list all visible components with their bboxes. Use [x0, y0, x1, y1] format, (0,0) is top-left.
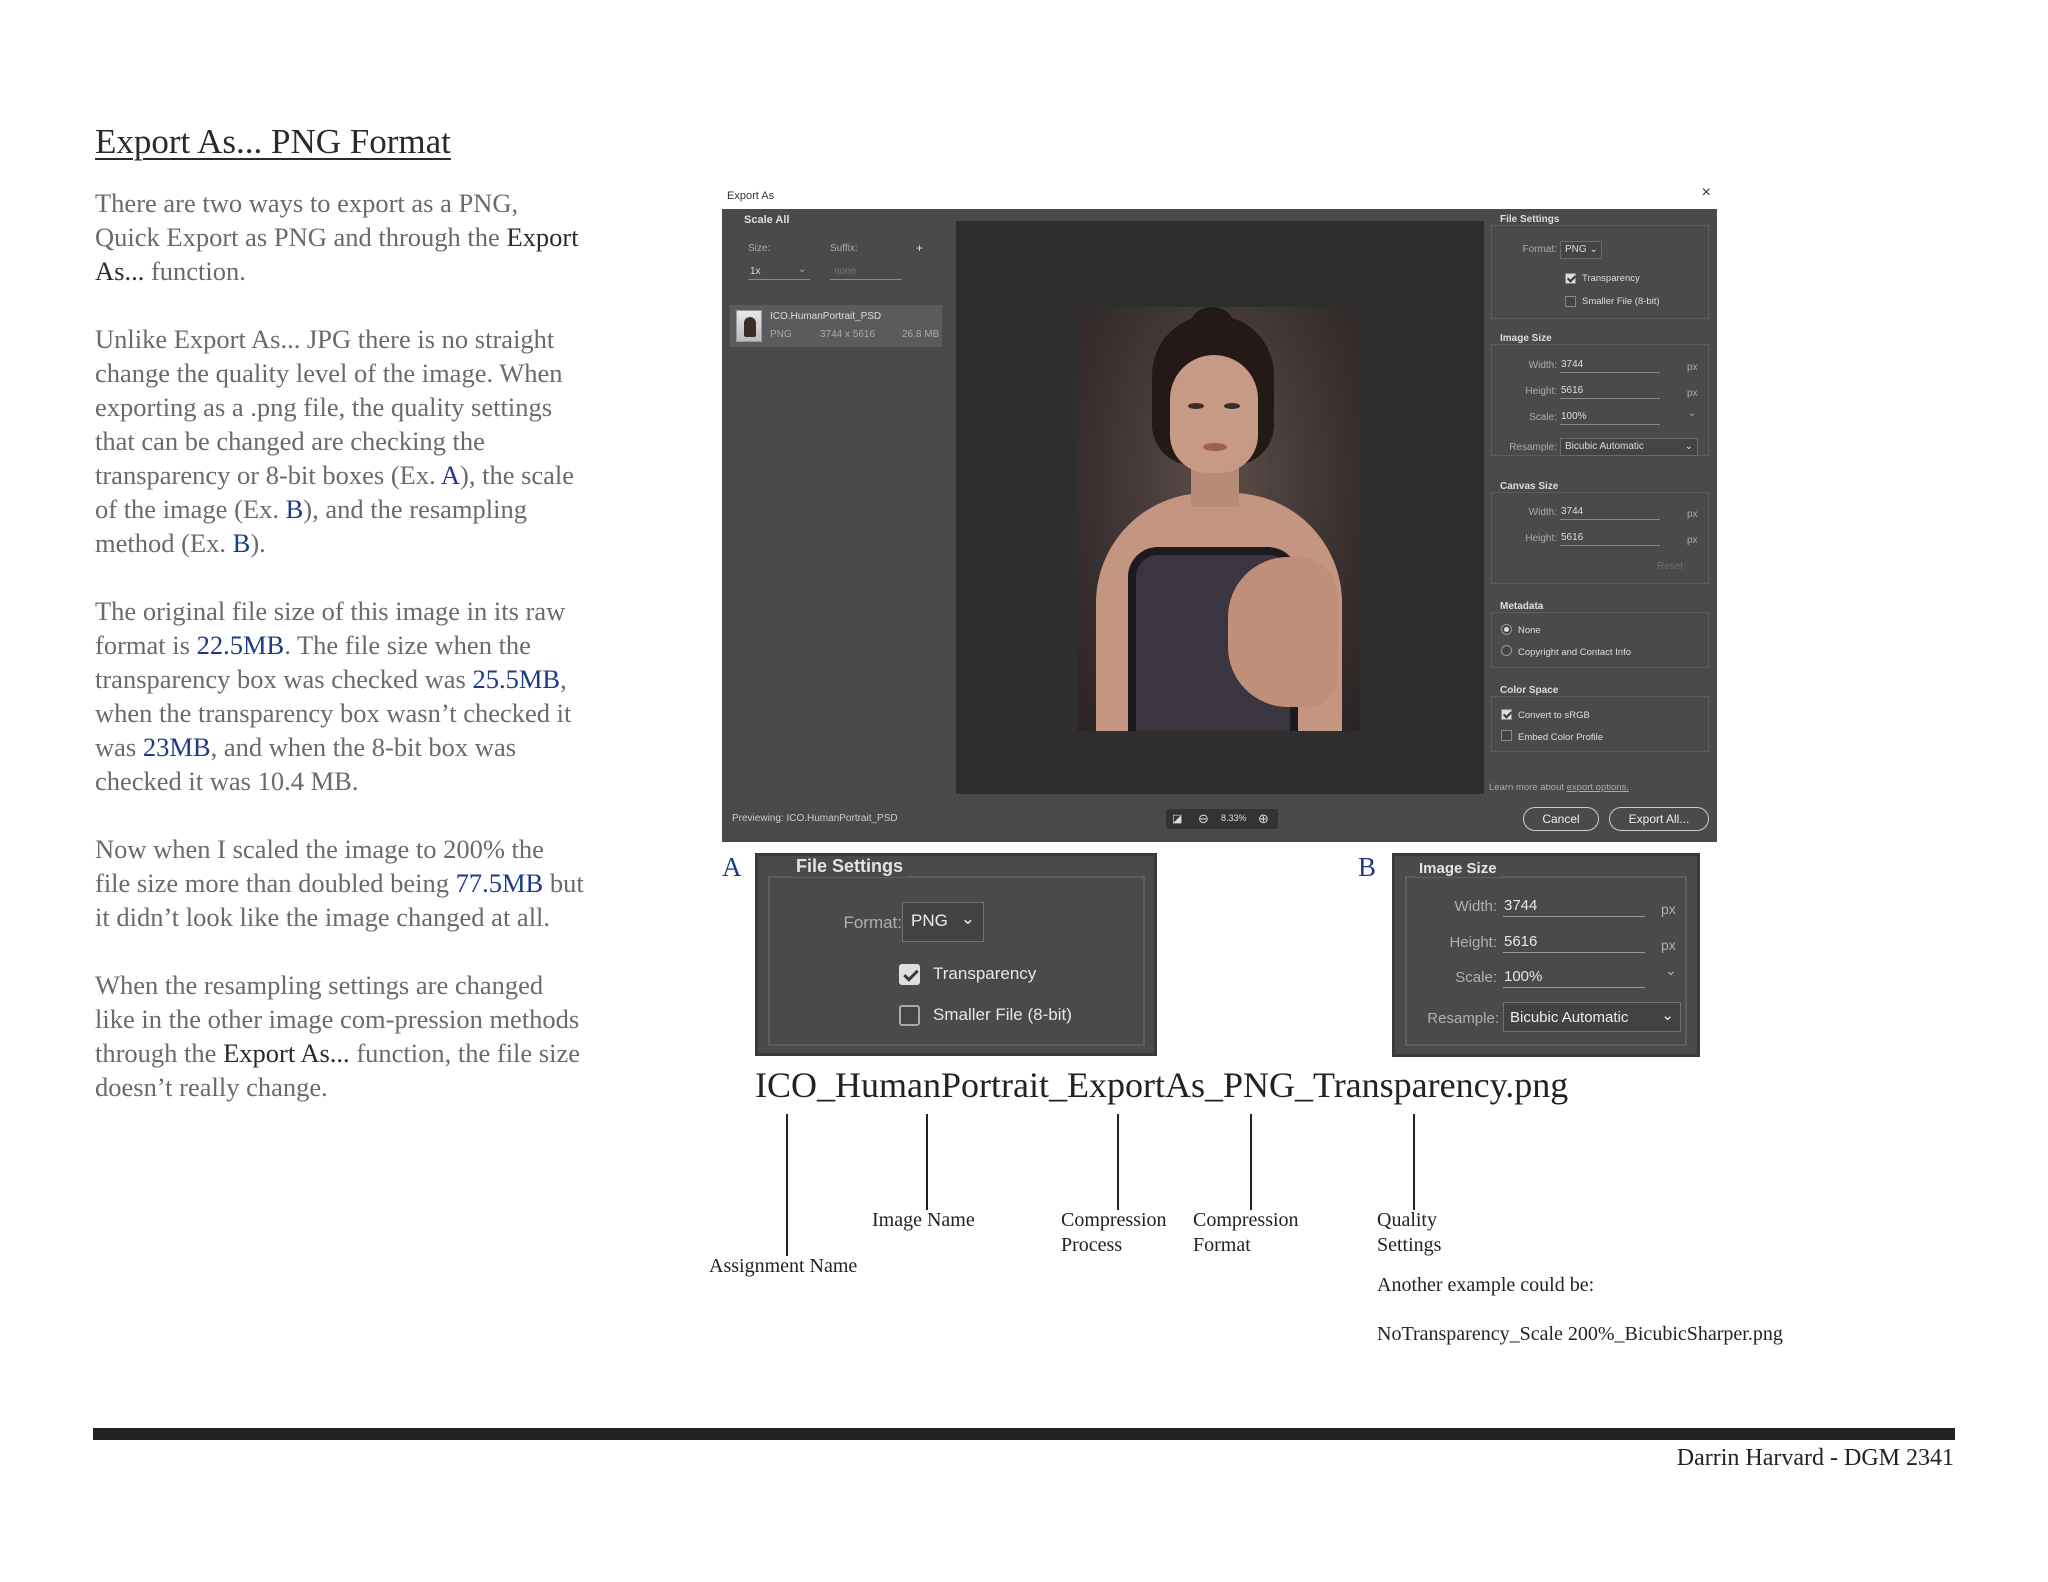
- add-scale-icon[interactable]: +: [916, 241, 924, 255]
- previewing-text: Previewing: ICO.HumanPortrait_PSD: [732, 813, 898, 824]
- file-size: 22.5MB: [196, 630, 285, 660]
- suffix-input[interactable]: none: [834, 266, 857, 277]
- image-size-title: Image Size: [1500, 333, 1552, 344]
- zoom-level: 8.33%: [1221, 813, 1247, 823]
- text: function, the file size doesn’t really change.: [95, 1038, 581, 1102]
- compression-format-pointer: [1250, 1114, 1252, 1210]
- crop-format-select[interactable]: [902, 902, 984, 942]
- chevron-down-icon: ⌄: [1589, 244, 1598, 255]
- emphasis: Export As...: [95, 222, 579, 286]
- crop-file-settings-title: File Settings: [792, 856, 907, 877]
- text: When the resampling settings are changed like in the other image com-pression methods through the: [95, 970, 580, 1068]
- label-line: Process: [1061, 1234, 1123, 1256]
- label-line: Quality: [1377, 1209, 1437, 1231]
- smaller-file-checkbox[interactable]: [1565, 296, 1576, 307]
- canvas-height-label: Height:: [1525, 533, 1557, 544]
- image-name-label: Image Name: [872, 1209, 975, 1231]
- canvas-height-value[interactable]: 5616: [1561, 532, 1584, 543]
- width-value[interactable]: 3744: [1561, 359, 1584, 370]
- metadata-section: [1491, 612, 1709, 668]
- metadata-copyright-label: Copyright and Contact Info: [1518, 647, 1632, 658]
- assignment-name-label: Assignment Name: [709, 1255, 858, 1277]
- text: function.: [144, 256, 246, 286]
- resample-value: Bicubic Automatic: [1565, 441, 1644, 452]
- crop-smaller-checkbox[interactable]: [899, 1005, 920, 1026]
- paragraph-2: [95, 322, 585, 560]
- metadata-copyright-radio[interactable]: [1501, 645, 1512, 656]
- file-size: 77.5MB: [455, 868, 544, 898]
- canvas-width-value[interactable]: 3744: [1561, 506, 1584, 517]
- asset-size: 26.8 MB: [902, 329, 940, 340]
- footer-rule: [93, 1428, 1955, 1440]
- height-underline: [1560, 398, 1660, 399]
- color-space-section: [1491, 696, 1709, 752]
- crop-format-label: Format:: [843, 913, 902, 932]
- emphasis: Export As...: [223, 1038, 350, 1068]
- dialog-footer: [722, 799, 1717, 842]
- text: , when the transparency box wasn’t checked it was: [95, 664, 572, 762]
- canvas-size-title: Canvas Size: [1500, 481, 1559, 492]
- learn-more-text: [1489, 782, 1629, 793]
- metadata-title: Metadata: [1500, 601, 1544, 612]
- scale-all-label: Scale All: [744, 214, 790, 226]
- text: The original file size of this image in its raw format is: [95, 596, 566, 660]
- example-ref: B: [285, 494, 304, 524]
- color-space-title: Color Space: [1500, 685, 1559, 696]
- width-label: Width:: [1528, 360, 1557, 371]
- file-size: 25.5MB: [472, 664, 561, 694]
- cancel-button[interactable]: Cancel: [1523, 807, 1599, 831]
- chevron-down-icon: ⌄: [1661, 1007, 1674, 1024]
- format-select[interactable]: [1560, 241, 1602, 259]
- label-line: Compression: [1061, 1209, 1167, 1231]
- text: ), the scale of the image (Ex.: [95, 460, 575, 524]
- px-unit: px: [1687, 388, 1698, 399]
- compression-format-label: [1193, 1208, 1299, 1258]
- asset-name: ICO.HumanPortrait_PSD: [770, 311, 882, 322]
- text: , and when the 8-bit box was checked it was 10.4 MB.: [95, 732, 517, 796]
- example-ref: A: [440, 460, 461, 490]
- scale-underline: [1560, 424, 1660, 425]
- crop-scale-underline: [1503, 987, 1645, 988]
- fit-icon[interactable]: ◪: [1172, 813, 1183, 825]
- another-example-filename: NoTransparency_Scale 200%_BicubicSharper.png: [1377, 1323, 1783, 1345]
- crop-transparency-checkbox[interactable]: [899, 964, 920, 985]
- asset-dimensions: 3744 x 5616: [820, 329, 876, 340]
- compression-process-label: [1061, 1208, 1167, 1258]
- crop-resample-select[interactable]: [1503, 1002, 1681, 1032]
- file-settings-crop: [755, 853, 1157, 1056]
- asset-type: PNG: [770, 329, 792, 340]
- text: There are two ways to export as a PNG, Quick Export as PNG and through the: [95, 188, 519, 252]
- zoom-control: [1166, 809, 1278, 829]
- text: Unlike Export As... JPG there is no straight change the quality level of the image. When exporting as a .png file, the quality settings that can be changed are checking the transparency or 8-bit boxes (Ex.: [95, 324, 563, 490]
- crop-resample-value: Bicubic Automatic: [1510, 1009, 1629, 1026]
- zoom-in-icon[interactable]: ⊕: [1258, 811, 1269, 826]
- dialog-title: Export As: [727, 190, 775, 202]
- image-size-crop: [1392, 853, 1700, 1057]
- chevron-down-icon: ⌄: [960, 909, 975, 928]
- zoom-out-icon[interactable]: ⊖: [1198, 811, 1209, 826]
- px-unit: px: [1687, 535, 1698, 546]
- paragraph-5: [95, 968, 585, 1104]
- chevron-down-icon: ⌄: [1688, 408, 1697, 419]
- export-options-link[interactable]: export options.: [1566, 782, 1629, 793]
- crop-format-value: PNG: [911, 911, 948, 930]
- crop-width-value[interactable]: 3744: [1504, 897, 1538, 914]
- text: Now when I scaled the image to 200% the file size more than doubled being: [95, 834, 544, 898]
- compression-process-pointer: [1117, 1114, 1119, 1210]
- text: . The file size when the transparency box was checked was: [95, 630, 531, 694]
- height-value[interactable]: 5616: [1561, 385, 1584, 396]
- scale-label: Scale:: [1529, 412, 1557, 423]
- crop-transparency-label: Transparency: [933, 964, 1037, 983]
- embed-profile-checkbox[interactable]: [1501, 730, 1512, 741]
- size-label: Size:: [748, 243, 771, 254]
- suffix-label: Suffix:: [830, 243, 858, 254]
- crop-scale-label: Scale:: [1455, 969, 1497, 986]
- crop-height-underline: [1503, 952, 1645, 953]
- assignment-pointer: [786, 1114, 788, 1256]
- close-icon[interactable]: ×: [1701, 184, 1711, 201]
- transparency-label: Transparency: [1582, 273, 1640, 284]
- metadata-none-label: None: [1518, 625, 1541, 636]
- height-label: Height:: [1525, 386, 1557, 397]
- crop-height-value[interactable]: 5616: [1504, 933, 1538, 950]
- size-select[interactable]: 1x: [750, 266, 761, 277]
- convert-srgb-checkbox[interactable]: [1501, 709, 1512, 720]
- text: ).: [250, 528, 266, 558]
- example-filename: ICO_HumanPortrait_ExportAs_PNG_Transparency.png: [755, 1065, 1569, 1105]
- crop-height-label: Height:: [1449, 934, 1497, 951]
- px-unit: px: [1687, 509, 1698, 520]
- smaller-file-label: Smaller File (8-bit): [1582, 296, 1660, 307]
- embed-profile-label: Embed Color Profile: [1518, 732, 1604, 743]
- paragraph-3: [95, 594, 585, 798]
- crop-resample-label: Resample:: [1427, 1010, 1499, 1027]
- suffix-underline: [830, 279, 902, 280]
- page-title: Export As... PNG Format: [95, 122, 451, 161]
- quality-pointer: [1413, 1114, 1415, 1210]
- scale-panel: [722, 209, 948, 799]
- file-settings-title: File Settings: [1500, 214, 1560, 225]
- export-all-button[interactable]: Export All...: [1609, 807, 1709, 831]
- crop-width-underline: [1503, 916, 1645, 917]
- image-preview: [956, 221, 1484, 794]
- file-size: 23MB: [142, 732, 211, 762]
- canvas-height-underline: [1560, 545, 1660, 546]
- quality-settings-label: [1377, 1208, 1441, 1258]
- px-unit: px: [1661, 937, 1676, 953]
- example-a-letter: A: [722, 852, 742, 882]
- convert-srgb-label: Convert to sRGB: [1518, 710, 1590, 721]
- crop-image-size-title: Image Size: [1415, 860, 1501, 877]
- settings-panel: [1487, 209, 1717, 799]
- asset-list-item[interactable]: [730, 305, 942, 347]
- export-as-dialog: [722, 182, 1717, 842]
- chevron-down-icon: ⌄: [798, 264, 807, 275]
- resample-select[interactable]: [1560, 438, 1698, 456]
- px-unit: px: [1661, 901, 1676, 917]
- format-label: Format:: [1522, 244, 1557, 255]
- width-underline: [1560, 372, 1660, 373]
- label-line: Format: [1193, 1234, 1251, 1256]
- label-line: Settings: [1377, 1234, 1442, 1256]
- size-underline: [748, 279, 810, 280]
- text: but it didn’t look like the image changed at all.: [95, 868, 584, 932]
- dialog-body: [722, 209, 1717, 842]
- canvas-width-underline: [1560, 519, 1660, 520]
- label-line: Compression: [1193, 1209, 1299, 1231]
- asset-thumbnail: [736, 310, 762, 342]
- format-value: PNG: [1565, 244, 1587, 255]
- author-credit: Darrin Harvard - DGM 2341: [1676, 1445, 1954, 1471]
- chevron-down-icon: ⌄: [1665, 962, 1677, 978]
- px-unit: px: [1687, 362, 1698, 373]
- canvas-width-label: Width:: [1528, 507, 1557, 518]
- portrait-photo: [1078, 307, 1360, 731]
- another-example-label: Another example could be:: [1377, 1274, 1595, 1296]
- paragraph-4: [95, 832, 585, 934]
- reset-button[interactable]: Reset: [1657, 561, 1684, 572]
- transparency-checkbox[interactable]: [1565, 273, 1576, 284]
- example-b-letter: B: [1358, 852, 1377, 882]
- body-text: [95, 186, 585, 1138]
- image-name-pointer: [926, 1114, 928, 1210]
- example-ref: B: [232, 528, 251, 558]
- chevron-down-icon: ⌄: [1684, 441, 1693, 452]
- crop-width-label: Width:: [1454, 898, 1497, 915]
- paragraph-1: [95, 186, 585, 288]
- scale-value[interactable]: 100%: [1561, 411, 1587, 422]
- metadata-none-radio[interactable]: [1501, 624, 1512, 635]
- resample-label: Resample:: [1509, 442, 1557, 453]
- crop-smaller-label: Smaller File (8-bit): [933, 1005, 1072, 1024]
- text: ), and the resampling method (Ex.: [95, 494, 527, 558]
- crop-scale-value[interactable]: 100%: [1504, 968, 1543, 985]
- learn-more-label: Learn more about: [1489, 782, 1564, 793]
